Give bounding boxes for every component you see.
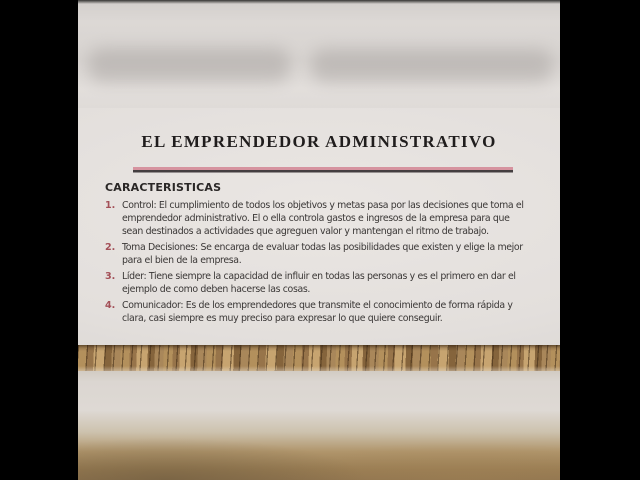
blurred-backdrop-bottom [78, 371, 560, 480]
slide-title: EL EMPRENDEDOR ADMINISTRATIVO [141, 132, 497, 151]
list-item-text: Toma Decisiones: Se encarga de evaluar todas las posibilidades que existen y elige la mejor para el bien de la empresa. [122, 242, 523, 266]
list-item [105, 199, 533, 238]
pillarbox-right [560, 0, 640, 480]
blurred-title-ghost-left [88, 48, 290, 82]
wood-floor-strip [78, 345, 560, 371]
list-item-number: 2. [105, 242, 116, 253]
characteristics-list [105, 199, 533, 328]
list-item-number: 3. [105, 271, 116, 282]
list-item-text: Líder: Tiene siempre la capacidad de influir en todas las personas y es el primero en dar el ejemplo de como deben hacerse las cosas. [122, 271, 516, 295]
list-item-number: 4. [105, 300, 116, 311]
blurred-title-ghost-right [311, 49, 553, 82]
video-content-area [78, 0, 560, 480]
list-item-text: Control: El cumplimiento de todos los objetivos y metas pasa por las decisiones que toma el emprendedor administrativo. El o ella controla gastos e ingresos de la empresa para que sean destinados a actividades que agreguen valor y mantengan el ritmo de trabajo. [122, 200, 524, 237]
list-item-text: Comunicador: Es de los emprendedores que transmite el conocimiento de forma rápida y clara, casi siempre es muy preciso para expresar lo que quiere conseguir. [122, 300, 513, 324]
top-frame-edge [78, 0, 560, 4]
pillarbox-left [0, 0, 78, 480]
section-heading: CARACTERISTICAS [105, 181, 222, 194]
title-divider-line [133, 167, 513, 170]
list-item [105, 270, 533, 296]
presentation-slide [78, 108, 560, 345]
blurred-backdrop-top [78, 0, 560, 108]
list-item [105, 241, 533, 267]
list-item-number: 1. [105, 200, 116, 211]
list-item [105, 299, 533, 325]
